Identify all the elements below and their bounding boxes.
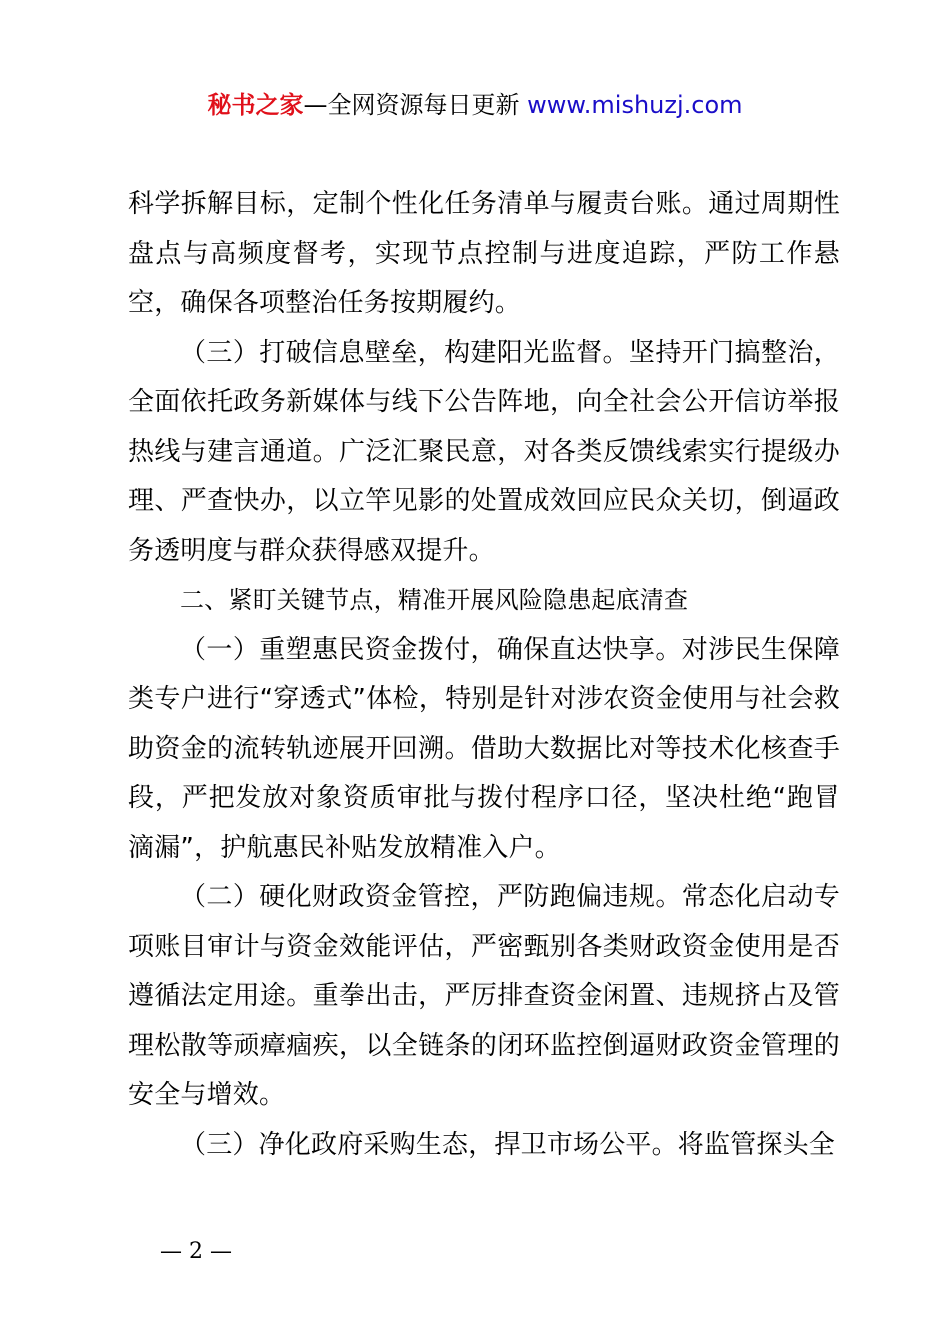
site-brand: 秘书之家 bbox=[207, 91, 304, 119]
paragraph-continuation: 科学拆解目标，定制个性化任务清单与履责台账。通过周期性盘点与高频度督考，实现节点控制与进度追踪，严防工作悬空，确保各项整治任务按期履约。 bbox=[128, 189, 840, 318]
paragraph-item-1: （一）重塑惠民资金拨付，确保直达快享。对涉民生保障类专户进行“穿透式”体检，特别是针对涉农资金使用与社会救助资金的流转轨迹展开回溯。借助大数据比对等技术化核查手段，严把发放对象资质审批与拨付程序口径，坚决杜绝“跑冒滴漏”，护航惠民补贴发放精准入户。 bbox=[128, 634, 840, 863]
site-url-link[interactable]: www.mishuzj.com bbox=[527, 91, 743, 119]
page-number: — 2 — bbox=[160, 1239, 232, 1264]
paragraph-item-3b: （三）净化政府采购生态，捍卫市场公平。将监管探头全 bbox=[180, 1129, 836, 1160]
section-heading-2: 二、紧盯关键节点，精准开展风险隐患起底清查 bbox=[180, 586, 689, 614]
site-header bbox=[0, 88, 950, 122]
paragraph-item-2: （二）硬化财政资金管控，严防跑偏违规。常态化启动专项账目审计与资金效能评估，严密甄别各类财政资金使用是否遵循法定用途。重拳出击，严厉排查资金闲置、违规挤占及管理松散等顽瘴痼疾，以全链条的闭环监控倒逼财政资金管理的安全与增效。 bbox=[128, 882, 840, 1110]
document-body bbox=[128, 180, 840, 1170]
paragraph-item-3: （三）打破信息壁垒，构建阳光监督。坚持开门搞整治，全面依托政务新媒体与线下公告阵地，向全社会公开信访举报热线与建言通道。广泛汇聚民意，对各类反馈线索实行提级办理、严查快办，以立竿见影的处置成效回应民众关切，倒逼政务透明度与群众获得感双提升。 bbox=[128, 337, 840, 566]
site-slogan: —全网资源每日更新 bbox=[303, 91, 528, 119]
